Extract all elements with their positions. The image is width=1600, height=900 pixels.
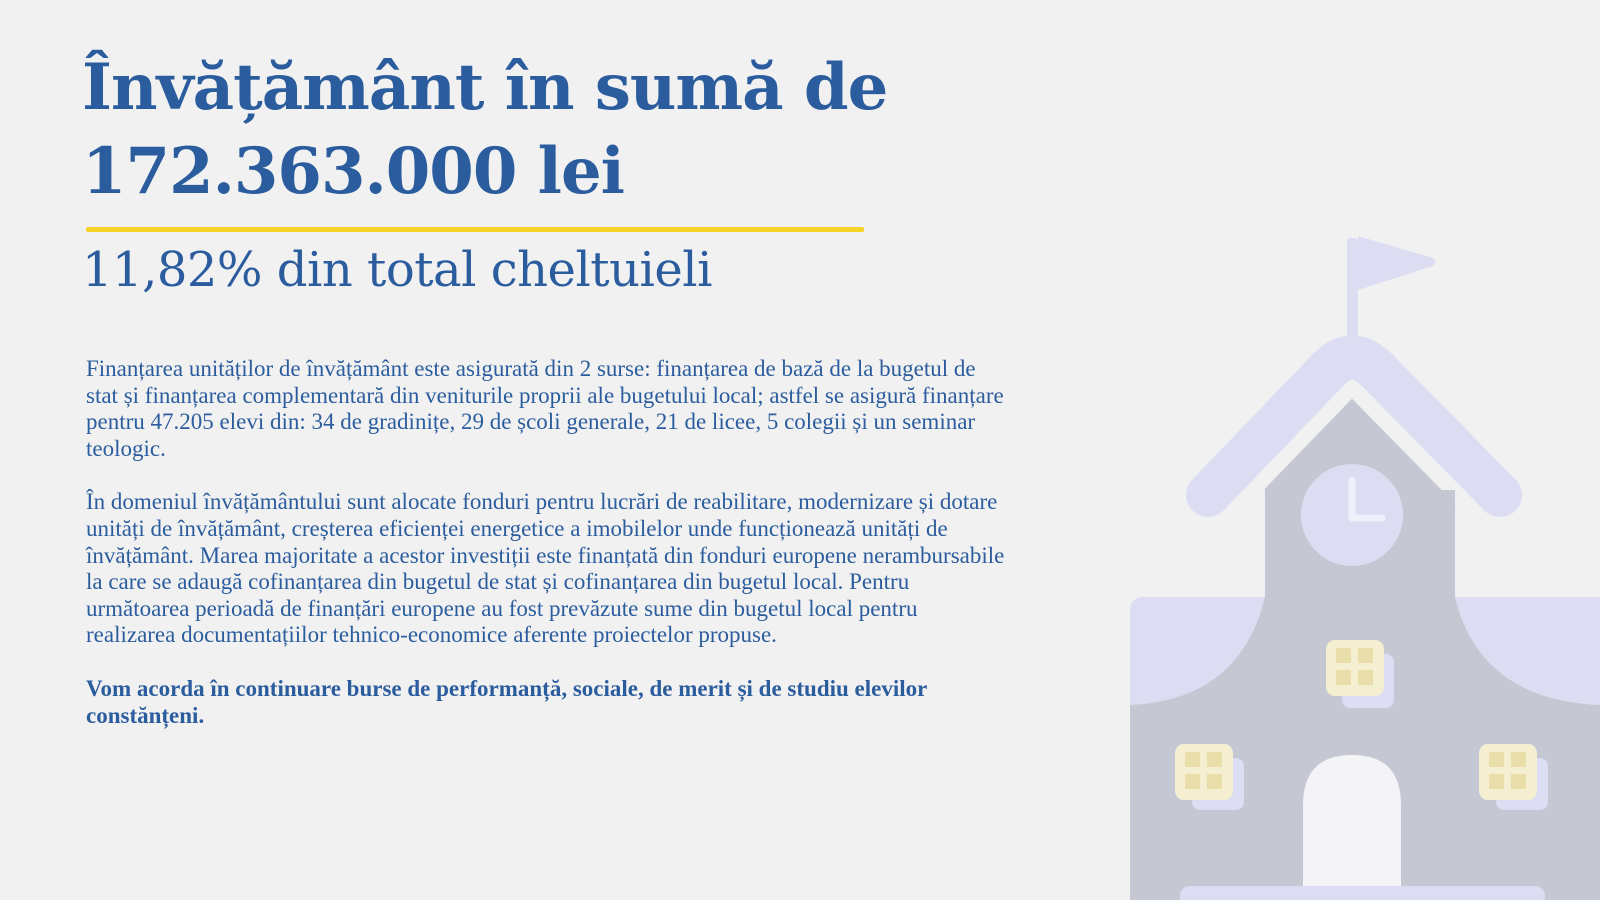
- school-building-icon: [1130, 230, 1600, 900]
- title-underline: [86, 227, 864, 232]
- window-right: [1479, 744, 1537, 800]
- paragraph-funding-sources: Finanțarea unităților de învățământ este asigurată din 2 surse: finanțarea de bază de la bugetul de stat și finanțarea complementară din veniturile proprii ale bugetului local; astfel se asigură finanțare pentru 47.205 elevi din: 34 de gradinițe, 29 de școli generale, 21 de licee, 5 colegii și un seminar teologic.: [86, 356, 1004, 461]
- page-title: [82, 46, 982, 214]
- title-line-1: Învățământ în sumă de: [82, 50, 888, 125]
- flag: [1358, 236, 1436, 290]
- body-text: [86, 356, 1006, 756]
- door: [1303, 755, 1401, 900]
- subtitle: 11,82% din total cheltuieli: [82, 242, 712, 298]
- title-line-2: 172.363.000 lei: [82, 134, 624, 209]
- ground: [1180, 886, 1545, 900]
- flag-pole: [1347, 238, 1358, 350]
- paragraph-investments: În domeniul învățământului sunt alocate fonduri pentru lucrări de reabilitare, modernizare și dotare unități de învățământ, creșterea eficienței energetice a imobilelor unde funcționează unități de învățământ. Marea majoritate a acestor investiții este finanțată din fonduri europene nerambursabile la care se adaugă cofinanțarea din bugetul de stat și cofinanțarea din bugetul local. Pentru următoarea perioadă de finanțări europene au fost prevăzute sume din bugetul local pentru realizarea documentațiilor tehnico-economice aferente proiectelor propuse.: [86, 489, 1005, 648]
- paragraph-scholarships: Vom acorda în continuare burse de performanță, sociale, de merit și de studiu elevilor constănțeni.: [86, 675, 927, 728]
- window-center: [1326, 640, 1384, 696]
- window-left: [1175, 744, 1233, 800]
